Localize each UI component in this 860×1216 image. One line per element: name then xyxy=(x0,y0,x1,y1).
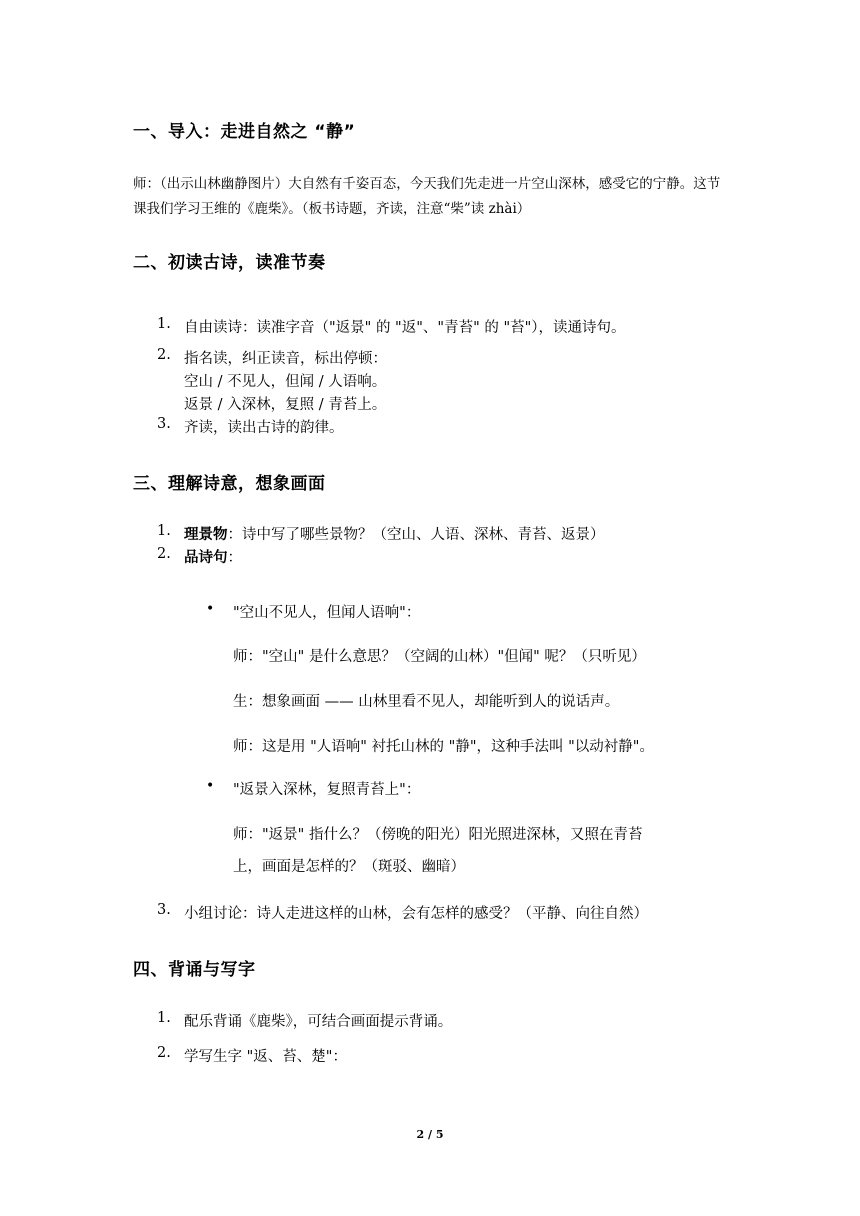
section-4-heading: 四、背诵与写字 xyxy=(133,960,256,980)
list-item: 配乐背诵《鹿柴》，可结合画面提示背诵。 xyxy=(184,1014,453,1030)
list-item xyxy=(184,523,605,544)
poem-line: 返景 / 入深林，复照 / 青苔上。 xyxy=(184,397,387,413)
dialogue-line: 生：想象画面 —— 山林里看不见人，却能听到人的说话声。 xyxy=(233,694,620,710)
poem-line: 空山 / 不见人，但闻 / 人语响。 xyxy=(184,374,387,390)
list-number: 3. xyxy=(157,902,171,918)
bullet-dot: • xyxy=(206,601,215,617)
section-1-heading: 一、导入：走进自然之 “静” xyxy=(133,122,356,142)
list-number: 3. xyxy=(157,416,171,432)
item-text: ：诗中写了哪些景物？（空山、人语、深林、青苔、返景） xyxy=(227,527,605,543)
item-bold-label: 品诗句 xyxy=(184,550,228,566)
list-number: 1. xyxy=(157,1010,171,1026)
list-item xyxy=(184,546,242,567)
list-number: 2. xyxy=(157,1045,171,1061)
dialogue-line: 上，画面是怎样的？（斑驳、幽暗） xyxy=(233,859,465,875)
dialogue-line: 师："空山" 是什么意思？（空阔的山林）"但闻" 呢？（只听见） xyxy=(233,649,646,665)
bullet-item: "返景入深林，复照青苔上"： xyxy=(233,782,421,798)
page-number: 2 / 5 xyxy=(416,1128,444,1141)
list-item: 指名读，纠正读音，标出停顿： xyxy=(184,351,387,367)
bullet-item: "空山不见人，但闻人语响"： xyxy=(233,605,421,621)
section-2-heading: 二、初读古诗，读准节奏 xyxy=(133,253,326,273)
dialogue-line: 师：这是用 "人语响" 衬托山林的 "静"，这种手法叫 "以动衬静"。 xyxy=(233,739,654,755)
list-item: 自由读诗：读准字音（"返景" 的 "返"、"青苔" 的 "苔"），读通诗句。 xyxy=(184,320,626,336)
section-3-heading: 三、理解诗意，想象画面 xyxy=(133,474,326,494)
list-number: 2. xyxy=(157,546,171,562)
list-item: 小组讨论：诗人走进这样的山林，会有怎样的感受？（平静、向往自然） xyxy=(184,906,648,922)
list-number: 2. xyxy=(157,347,171,363)
list-item: 学写生字 "返、苔、楚"： xyxy=(184,1049,347,1065)
dialogue-line: 师："返景" 指什么？（傍晚的阳光）阳光照进深林，又照在青苔 xyxy=(233,827,643,843)
item-bold-label: 理景物 xyxy=(184,527,228,543)
bullet-dot: • xyxy=(206,778,215,794)
list-number: 1. xyxy=(157,316,171,332)
section-1-paragraph: 师：（出示山林幽静图片）大自然有千姿百态，今天我们先走进一片空山深林，感受它的宁静。这节课我们学习王维的《鹿柴》。（板书诗题，齐读，注意“柴”读 zhài） xyxy=(133,176,721,217)
list-number: 1. xyxy=(157,523,171,539)
item-text: ： xyxy=(227,550,242,566)
list-item: 齐读，读出古诗的韵律。 xyxy=(184,420,344,436)
